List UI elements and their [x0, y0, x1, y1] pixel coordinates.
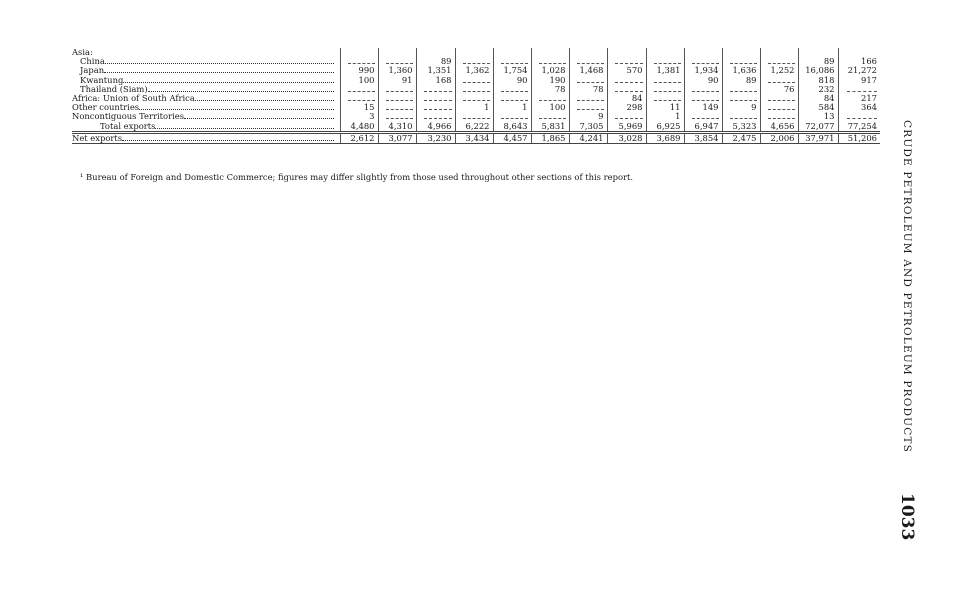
table-cell	[760, 94, 798, 103]
table-cell	[455, 76, 493, 85]
table-cell	[607, 76, 646, 85]
empty-dash	[424, 109, 451, 110]
empty-dash	[463, 91, 490, 92]
empty-dash	[730, 91, 757, 92]
table-cell: 1,362	[455, 66, 493, 75]
table-cell: 1,865	[531, 132, 569, 143]
table-cell: 1,360	[378, 66, 416, 75]
table-cell: 11	[646, 103, 684, 112]
empty-dash	[539, 63, 566, 64]
empty-dash	[692, 63, 719, 64]
table-cell: 2,475	[722, 132, 760, 143]
table-cell	[760, 103, 798, 112]
table-cell: 16,086	[798, 66, 838, 75]
table-cell	[416, 103, 455, 112]
table-cell: 5,831	[531, 122, 569, 133]
table-cell: 2,006	[760, 132, 798, 143]
empty-dash	[847, 91, 877, 92]
table-cell: 149	[684, 103, 722, 112]
table-cell: 3,854	[684, 132, 722, 143]
table-cell	[531, 48, 569, 57]
exports-table	[72, 48, 880, 144]
table-row	[72, 132, 880, 143]
empty-dash	[386, 63, 413, 64]
empty-dash	[768, 63, 795, 64]
table-cell: 990	[340, 66, 378, 75]
empty-dash	[730, 63, 757, 64]
table-cell: 584	[798, 103, 838, 112]
table-cell: 1,028	[531, 66, 569, 75]
table-cell	[493, 48, 531, 57]
table-cell: 3,028	[607, 132, 646, 143]
table-cell: 5,323	[722, 122, 760, 133]
running-head: CRUDE PETROLEUM AND PETROLEUM PRODUCTS	[901, 120, 913, 454]
table-cell: 51,206	[838, 132, 880, 143]
table-cell: 8,643	[493, 122, 531, 133]
table-cell	[378, 94, 416, 103]
table-cell	[455, 48, 493, 57]
table-cell	[378, 48, 416, 57]
table-cell: 570	[607, 66, 646, 75]
empty-dash	[386, 100, 413, 101]
table-cell: 4,966	[416, 122, 455, 133]
row-label-text: Total exports	[100, 120, 156, 131]
empty-dash	[501, 118, 528, 119]
table-cell: 89	[722, 76, 760, 85]
empty-dash	[348, 100, 375, 101]
table-row	[72, 66, 880, 75]
table-cell: 84	[607, 94, 646, 103]
table-cell: 4,480	[340, 122, 378, 133]
table-cell: 1,934	[684, 66, 722, 75]
table-cell	[722, 48, 760, 57]
empty-dash	[501, 63, 528, 64]
table-cell: 91	[378, 76, 416, 85]
leader-dots	[148, 91, 334, 92]
table-row	[72, 94, 880, 103]
table-cell: 1	[455, 103, 493, 112]
empty-dash	[730, 118, 757, 119]
table-cell: 89	[416, 57, 455, 66]
table-cell: 90	[684, 76, 722, 85]
table-cell	[493, 85, 531, 94]
empty-dash	[768, 100, 795, 101]
row-label	[72, 122, 340, 133]
row-label	[72, 48, 340, 57]
table-cell: 5,969	[607, 122, 646, 133]
row-label-text: China	[80, 56, 105, 67]
table-cell: 6,947	[684, 122, 722, 133]
table-cell: 76	[760, 85, 798, 94]
empty-dash	[615, 118, 642, 119]
table-cell: 89	[798, 57, 838, 66]
table-cell: 37,971	[798, 132, 838, 143]
table-cell	[569, 94, 607, 103]
empty-dash	[539, 100, 566, 101]
table-cell: 21,272	[838, 66, 880, 75]
table-cell: 100	[531, 103, 569, 112]
table-cell: 13	[798, 112, 838, 121]
row-label-text: Net exports	[72, 132, 123, 143]
table-cell: 917	[838, 76, 880, 85]
table-row	[72, 103, 880, 112]
empty-dash	[577, 82, 604, 83]
empty-dash	[424, 91, 451, 92]
row-label-text: Other countries	[72, 102, 140, 113]
table-row	[72, 122, 880, 133]
empty-dash	[692, 91, 719, 92]
table-cell	[684, 85, 722, 94]
table-cell: 3,230	[416, 132, 455, 143]
table-cell	[722, 85, 760, 94]
row-label-text: Thailand (Siam)	[80, 83, 148, 94]
empty-dash	[692, 100, 719, 101]
row-label-text: Africa: Union of South Africa	[72, 93, 195, 104]
leader-dots	[139, 109, 334, 110]
table-cell: 78	[531, 85, 569, 94]
table-cell: 298	[607, 103, 646, 112]
table-cell: 90	[493, 76, 531, 85]
empty-dash	[386, 118, 413, 119]
table-row	[72, 76, 880, 85]
table-cell	[569, 48, 607, 57]
empty-dash	[501, 91, 528, 92]
empty-dash	[348, 63, 375, 64]
empty-dash	[768, 118, 795, 119]
empty-dash	[577, 109, 604, 110]
table-cell: 1,636	[722, 66, 760, 75]
empty-dash	[577, 100, 604, 101]
empty-dash	[768, 109, 795, 110]
table-cell: 1,381	[646, 66, 684, 75]
table-cell: 3,434	[455, 132, 493, 143]
empty-dash	[654, 82, 681, 83]
empty-dash	[577, 63, 604, 64]
table-cell	[760, 48, 798, 57]
leader-dots	[104, 72, 334, 73]
empty-dash	[615, 63, 642, 64]
table-cell: 168	[416, 76, 455, 85]
empty-dash	[463, 63, 490, 64]
empty-dash	[847, 118, 877, 119]
table-cell: 818	[798, 76, 838, 85]
footnote: ¹ Bureau of Foreign and Domestic Commerce; figures may differ slightly from those used throughout other sections of this report.	[80, 172, 634, 182]
empty-dash	[501, 100, 528, 101]
empty-dash	[615, 82, 642, 83]
page-number: 1033	[897, 493, 917, 541]
empty-dash	[539, 118, 566, 119]
table-cell	[455, 85, 493, 94]
table-cell: 6,222	[455, 122, 493, 133]
table-cell	[416, 94, 455, 103]
table-cell	[340, 85, 378, 94]
table-cell	[646, 76, 684, 85]
table-cell: 1,754	[493, 66, 531, 75]
row-label-text: Kwantung	[80, 74, 124, 85]
table-cell: 72,077	[798, 122, 838, 133]
table-cell	[646, 85, 684, 94]
table-cell	[646, 48, 684, 57]
table-cell: 3,077	[378, 132, 416, 143]
table-cell: 9	[569, 112, 607, 121]
empty-dash	[654, 91, 681, 92]
table-cell: 15	[340, 103, 378, 112]
row-label-text: Japan	[80, 65, 105, 76]
row-label	[72, 132, 340, 143]
empty-dash	[730, 100, 757, 101]
table-cell: 100	[340, 76, 378, 85]
row-label-text: Noncontiguous Territories	[72, 111, 185, 122]
table-cell: 232	[798, 85, 838, 94]
row-label-text: Asia:	[72, 47, 93, 57]
margin	[897, 120, 917, 560]
table-cell: 77,254	[838, 122, 880, 133]
empty-dash	[424, 118, 451, 119]
table-cell: 6,925	[646, 122, 684, 133]
table-cell	[378, 85, 416, 94]
table-cell: 190	[531, 76, 569, 85]
table-cell: 166	[838, 57, 880, 66]
leader-dots	[105, 63, 334, 64]
table-cell	[684, 48, 722, 57]
table-cell: 1,252	[760, 66, 798, 75]
table-cell: 1,468	[569, 66, 607, 75]
table-cell: 9	[722, 103, 760, 112]
empty-dash	[768, 82, 795, 83]
table-cell: 4,241	[569, 132, 607, 143]
table-cell: 78	[569, 85, 607, 94]
table-cell: 1	[493, 103, 531, 112]
table-cell: 217	[838, 94, 880, 103]
leader-dots	[155, 128, 334, 129]
table-cell	[340, 48, 378, 57]
empty-dash	[692, 118, 719, 119]
leader-dots	[195, 100, 334, 101]
table-body	[72, 48, 880, 144]
table-cell: 3	[340, 112, 378, 121]
empty-dash	[463, 82, 490, 83]
table-cell: 364	[838, 103, 880, 112]
empty-dash	[386, 109, 413, 110]
empty-dash	[424, 100, 451, 101]
leader-dots	[123, 82, 334, 83]
empty-dash	[348, 91, 375, 92]
row-label	[72, 57, 340, 66]
table-cell: 1,351	[416, 66, 455, 75]
empty-dash	[463, 118, 490, 119]
table-cell: 4,310	[378, 122, 416, 133]
table-cell: 84	[798, 94, 838, 103]
table-cell: 1	[646, 112, 684, 121]
table-cell	[378, 103, 416, 112]
table-cell: 7,305	[569, 122, 607, 133]
table-cell	[416, 85, 455, 94]
empty-dash	[615, 91, 642, 92]
table-cell: 2,612	[340, 132, 378, 143]
empty-dash	[654, 100, 681, 101]
table-cell: 4,656	[760, 122, 798, 133]
leader-dots	[122, 140, 334, 141]
empty-dash	[654, 63, 681, 64]
table-cell: 3,689	[646, 132, 684, 143]
table-cell: 4,457	[493, 132, 531, 143]
leader-dots	[184, 118, 334, 119]
table-cell	[607, 48, 646, 57]
empty-dash	[386, 91, 413, 92]
empty-dash	[463, 100, 490, 101]
table-row	[72, 48, 880, 57]
